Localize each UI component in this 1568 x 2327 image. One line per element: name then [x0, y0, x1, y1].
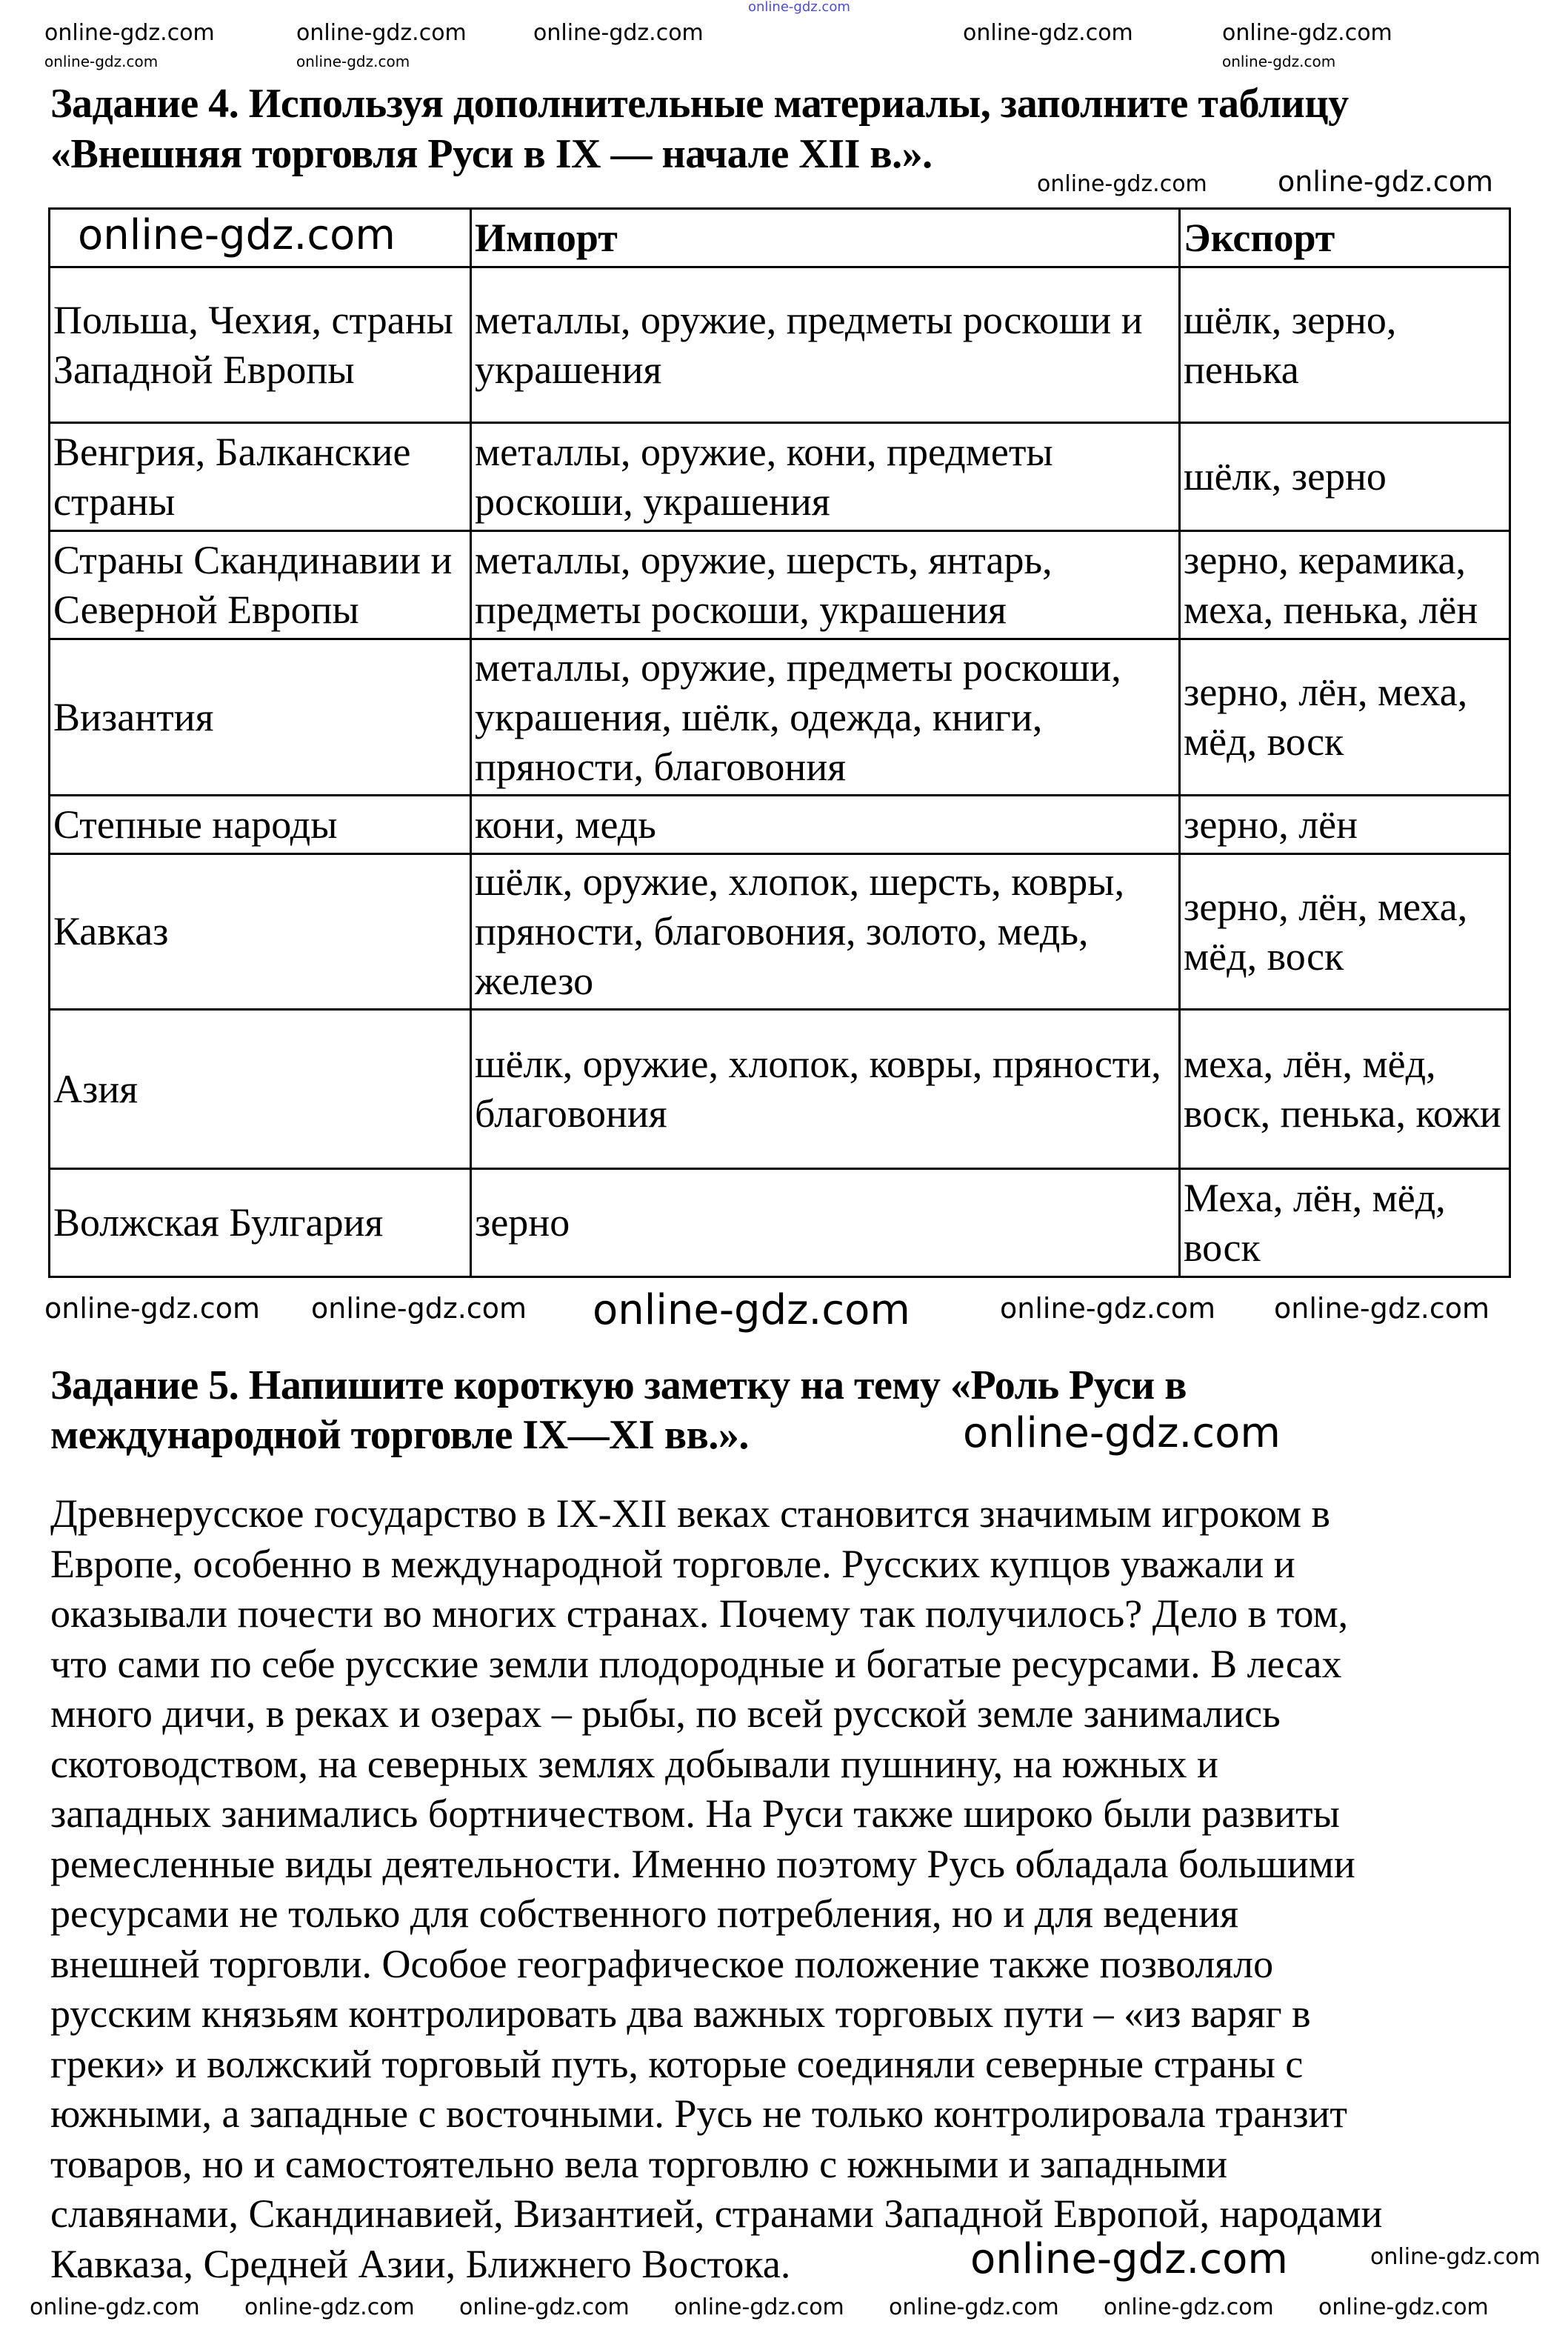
task5-heading-line2: международной торговле IX—XI вв.». [50, 1412, 749, 1458]
header-import: Импорт [471, 209, 1180, 267]
text-line: ремесленные виды деятельности. Именно поэтому Русь обладала большими [50, 1841, 1355, 1886]
text-line: западных занимались бортничеством. На Руси также широко были развиты [50, 1791, 1340, 1836]
import-cell: металлы, оружие, шерсть, янтарь, предметы роскоши, украшения [471, 531, 1180, 639]
import-cell: шёлк, оружие, хлопок, ковры, пряности, благовония [471, 1010, 1180, 1169]
watermark: online-gdz.com [1278, 165, 1494, 198]
watermark: online-gdz.com [78, 211, 396, 259]
watermark: online-gdz.com [748, 0, 850, 15]
table-row [50, 531, 1510, 639]
export-cell: зерно, лён, меха, мёд, воск [1180, 854, 1510, 1010]
watermark: online-gdz.com [1222, 53, 1336, 70]
import-cell: металлы, оружие, предметы роскоши, украшения, шёлк, одежда, книги, пряности, благовония [471, 639, 1180, 796]
watermark: online-gdz.com [1222, 20, 1392, 46]
watermark: online-gdz.com [1274, 1292, 1490, 1325]
table-row [50, 854, 1510, 1010]
watermark: online-gdz.com [1318, 2294, 1489, 2320]
watermark: online-gdz.com [30, 2294, 200, 2320]
region-cell: Польша, Чехия, страны Западной Европы [50, 267, 471, 423]
header-export: Экспорт [1180, 209, 1510, 267]
watermark: online-gdz.com [44, 53, 159, 70]
text-line: Кавказа, Средней Азии, Ближнего Востока. [50, 2241, 791, 2286]
export-cell: зерно, лён [1180, 796, 1510, 854]
table-row [50, 796, 1510, 854]
import-cell: металлы, оружие, предметы роскоши и украшения [471, 267, 1180, 423]
table-row [50, 267, 1510, 423]
region-cell: Страны Скандинавии и Северной Европы [50, 531, 471, 639]
table-row [50, 639, 1510, 796]
watermark: online-gdz.com [44, 20, 215, 46]
watermark: online-gdz.com [1000, 1292, 1216, 1325]
watermark: online-gdz.com [1104, 2294, 1274, 2320]
import-cell: металлы, оружие, кони, предметы роскоши, украшения [471, 423, 1180, 531]
text-line: товаров, но и самостоятельно вела торговлю с южными и западными [50, 2141, 1228, 2186]
export-cell: зерно, лён, меха, мёд, воск [1180, 639, 1510, 796]
task5-heading-line1: Задание 5. Напишите короткую заметку на тему «Роль Руси в [50, 1362, 1187, 1408]
table-row [50, 1010, 1510, 1169]
text-line: славянами, Скандинавией, Византией, странами Западной Европой, народами [50, 2191, 1383, 2236]
watermark: online-gdz.com [1037, 171, 1207, 197]
import-cell: шёлк, оружие, хлопок, шерсть, ковры, пряности, благовония, золото, медь, железо [471, 854, 1180, 1010]
watermark: online-gdz.com [963, 1409, 1281, 1457]
export-cell: Меха, лён, мёд, воск [1180, 1169, 1510, 1277]
import-cell: зерно [471, 1169, 1180, 1277]
task4-heading-line1: Задание 4. Используя дополнительные материалы, заполните таблицу [50, 81, 1349, 127]
text-line: ресурсами не только для собственного потребления, но и для ведения [50, 1891, 1239, 1936]
text-line: скотоводством, на северных землях добывали пушнину, на южных и [50, 1741, 1218, 1786]
task5-answer-text [50, 1489, 1382, 2289]
text-line: Древнерусское государство в IX-XII веках становится значимым игроком в [50, 1491, 1331, 1536]
watermark: online-gdz.com [311, 1292, 527, 1325]
region-cell: Азия [50, 1010, 471, 1169]
watermark: online-gdz.com [459, 2294, 630, 2320]
watermark: online-gdz.com [593, 1286, 910, 1334]
text-line: внешней торговли. Особое географическое положение также позволяло [50, 1941, 1274, 1986]
region-cell: Степные народы [50, 796, 471, 854]
region-cell: Волжская Булгария [50, 1169, 471, 1277]
watermark: online-gdz.com [970, 2235, 1288, 2283]
export-cell: шёлк, зерно [1180, 423, 1510, 531]
watermark: online-gdz.com [674, 2294, 844, 2320]
watermark: online-gdz.com [296, 20, 467, 46]
table-row [50, 1169, 1510, 1277]
text-line: что сами по себе русские земли плодородные и богатые ресурсами. В лесах [50, 1641, 1342, 1686]
text-line: греки» и волжский торговый путь, которые соединяли северные страны с [50, 2041, 1304, 2086]
table-row [50, 423, 1510, 531]
task4-heading-line2: «Внешняя торговля Руси в IX — начале XII в.». [50, 131, 933, 177]
watermark: online-gdz.com [244, 2294, 415, 2320]
export-cell: меха, лён, мёд, воск, пенька, кожи [1180, 1010, 1510, 1169]
text-line: много дичи, в реках и озерах – рыбы, по всей русской земле занимались [50, 1691, 1281, 1736]
watermark: online-gdz.com [889, 2294, 1059, 2320]
watermark: online-gdz.com [296, 53, 410, 70]
region-cell: Византия [50, 639, 471, 796]
foreign-trade-table [48, 207, 1511, 1278]
watermark: online-gdz.com [533, 20, 704, 46]
watermark: online-gdz.com [963, 20, 1133, 46]
export-cell: шёлк, зерно, пенька [1180, 267, 1510, 423]
region-cell: Кавказ [50, 854, 471, 1010]
text-line: Европе, особенно в международной торговле. Русских купцов уважали и [50, 1541, 1295, 1586]
watermark: online-gdz.com [44, 1292, 261, 1325]
text-line: оказывали почести во многих странах. Почему так получилось? Дело в том, [50, 1591, 1349, 1636]
export-cell: зерно, керамика, меха, пенька, лён [1180, 531, 1510, 639]
import-cell: кони, медь [471, 796, 1180, 854]
text-line: русским князьям контролировать два важных торговых пути – «из варяг в [50, 1991, 1311, 2036]
watermark: online-gdz.com [1370, 2244, 1541, 2270]
region-cell: Венгрия, Балканские страны [50, 423, 471, 531]
text-line: южными, а западные с восточными. Русь не только контролировала транзит [50, 2091, 1348, 2136]
